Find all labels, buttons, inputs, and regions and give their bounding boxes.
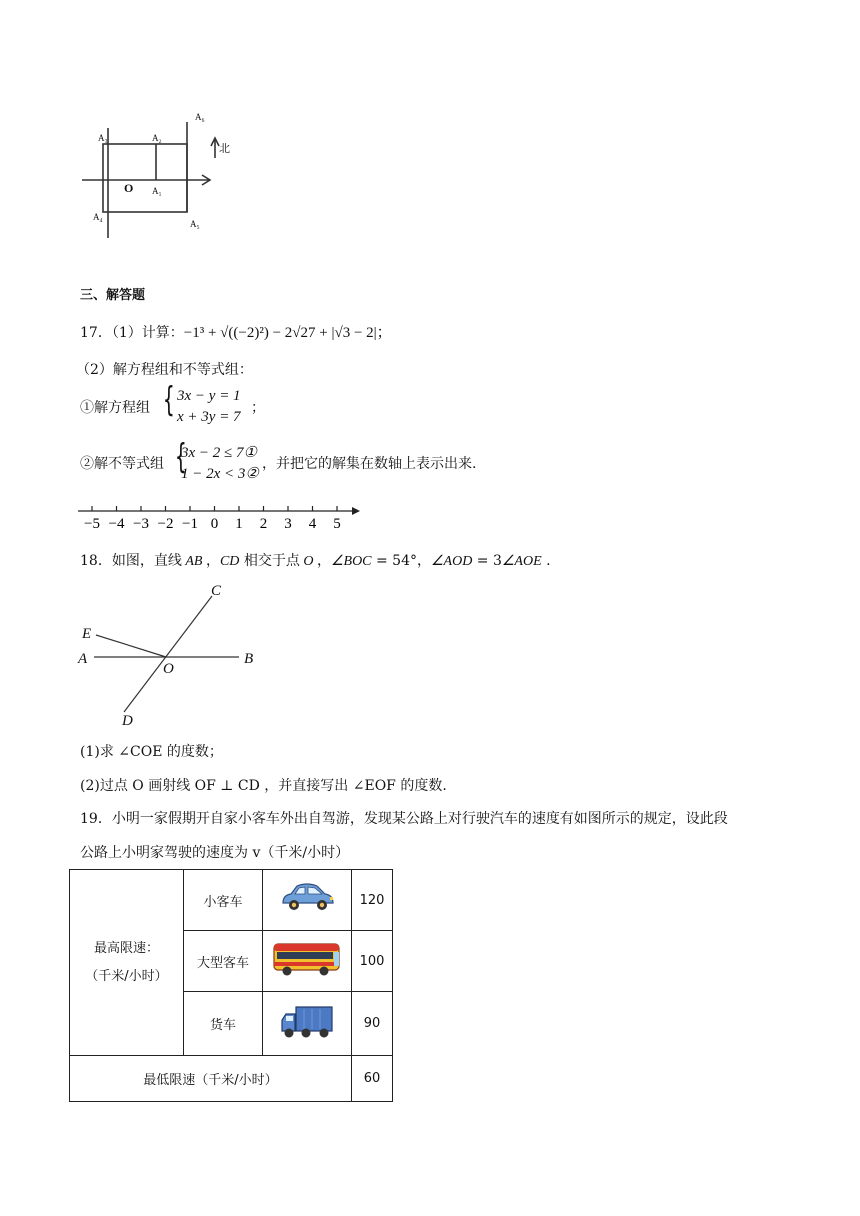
label-a3: A₃	[98, 133, 108, 143]
number-line-tick-label: −4	[108, 516, 125, 532]
sub2-ineq2: 1 − 2x < 3②	[181, 466, 259, 482]
vehicle-name: 货车	[184, 992, 263, 1056]
number-line-tick-label: −1	[182, 516, 198, 532]
q17-part2-intro: （2）解方程组和不等式组：	[76, 362, 253, 378]
number-line-tick-label: 2	[259, 516, 268, 532]
label-e: E	[82, 626, 92, 642]
vehicle-name: 小客车	[184, 870, 263, 931]
number-line-tick-label: 1	[235, 516, 243, 532]
min-speed-label: 最低限速（千米/小时）	[70, 1056, 352, 1102]
number-line-tick-label: −2	[157, 516, 174, 532]
label-a: A	[78, 651, 88, 667]
vehicle-name: 大型客车	[184, 931, 263, 992]
label-a5: A₅	[190, 219, 200, 229]
label-d: D	[122, 713, 133, 729]
number-line-tick-label: 0	[210, 516, 219, 532]
q18-stem-prefix: 18．如图，直线	[80, 553, 182, 569]
number-line-tick-label: 5	[333, 516, 341, 532]
sub2-ineq1: 3x − 2 ≤ 7①	[181, 445, 257, 461]
truck-icon	[263, 992, 352, 1056]
q18-part2: (2)过点 O 画射线 OF ⊥ CD ，并直接写出 ∠EOF 的度数.	[80, 778, 447, 794]
label-o: O	[124, 181, 134, 195]
sub2-brace: {	[174, 437, 187, 477]
limit-value: 90	[352, 992, 393, 1056]
label-b: B	[244, 651, 254, 667]
q18-part1: (1)求 ∠COE 的度数；	[80, 744, 223, 760]
north-label: 北	[219, 143, 230, 155]
angle-figure	[74, 580, 274, 730]
label-a4: A₄	[93, 212, 103, 222]
limit-value: 120	[352, 870, 393, 931]
number-line-tick-label: −5	[84, 516, 100, 532]
q17-prefix: 17．（1）计算：	[80, 325, 184, 341]
q17-sub1-prefix: ①解方程组	[80, 400, 150, 416]
label-c: C	[211, 583, 222, 599]
label-o: O	[163, 661, 174, 677]
number-line	[76, 502, 366, 538]
sub1-brace: {	[162, 380, 175, 420]
speed-limit-table	[69, 869, 393, 1102]
max-speed-label: 最高限速：	[93, 940, 159, 956]
section-header: 三、解答题	[80, 288, 146, 303]
number-line-tick-label: 3	[284, 516, 292, 532]
sub1-eq1: 3x − y = 1	[177, 388, 241, 404]
car-icon	[263, 870, 352, 931]
map-figure	[78, 108, 248, 243]
q17-expression: −1³ + √((−2)²) − 2√27 + |√3 − 2|；	[183, 325, 392, 341]
q17-sub2-prefix: ②解不等式组	[80, 456, 164, 472]
label-a2: A₂	[152, 133, 162, 143]
limit-value: 100	[352, 931, 393, 992]
max-speed-label-cell	[70, 870, 184, 1056]
label-a6: A₆	[195, 112, 205, 122]
q19-line1: 19．小明一家假期开自家小客车外出自驾游，发现某公路上对行驶汽车的速度有如图所示的规定，设此段	[80, 811, 728, 827]
sub2-suffix: ，并把它的解集在数轴上表示出来.	[262, 456, 477, 472]
q17-part1	[80, 323, 392, 343]
number-line-tick-label: 4	[308, 516, 317, 532]
q18-stem: 18．如图，直线 AB ，CD 相交于点 O ，∠BOC = 54°，∠AOD = 3∠AOE .	[80, 553, 551, 569]
label-a1: A₁	[152, 186, 162, 196]
sub1-end: ；	[251, 400, 265, 416]
bus-icon	[263, 931, 352, 992]
max-speed-unit: （千米/小时）	[85, 968, 168, 984]
min-speed-value: 60	[352, 1056, 393, 1102]
sub1-eq2: x + 3y = 7	[177, 409, 241, 425]
number-line-tick-label: −3	[133, 516, 149, 532]
q19-line2: 公路上小明家驾驶的速度为 v（千米/小时）	[80, 845, 350, 861]
